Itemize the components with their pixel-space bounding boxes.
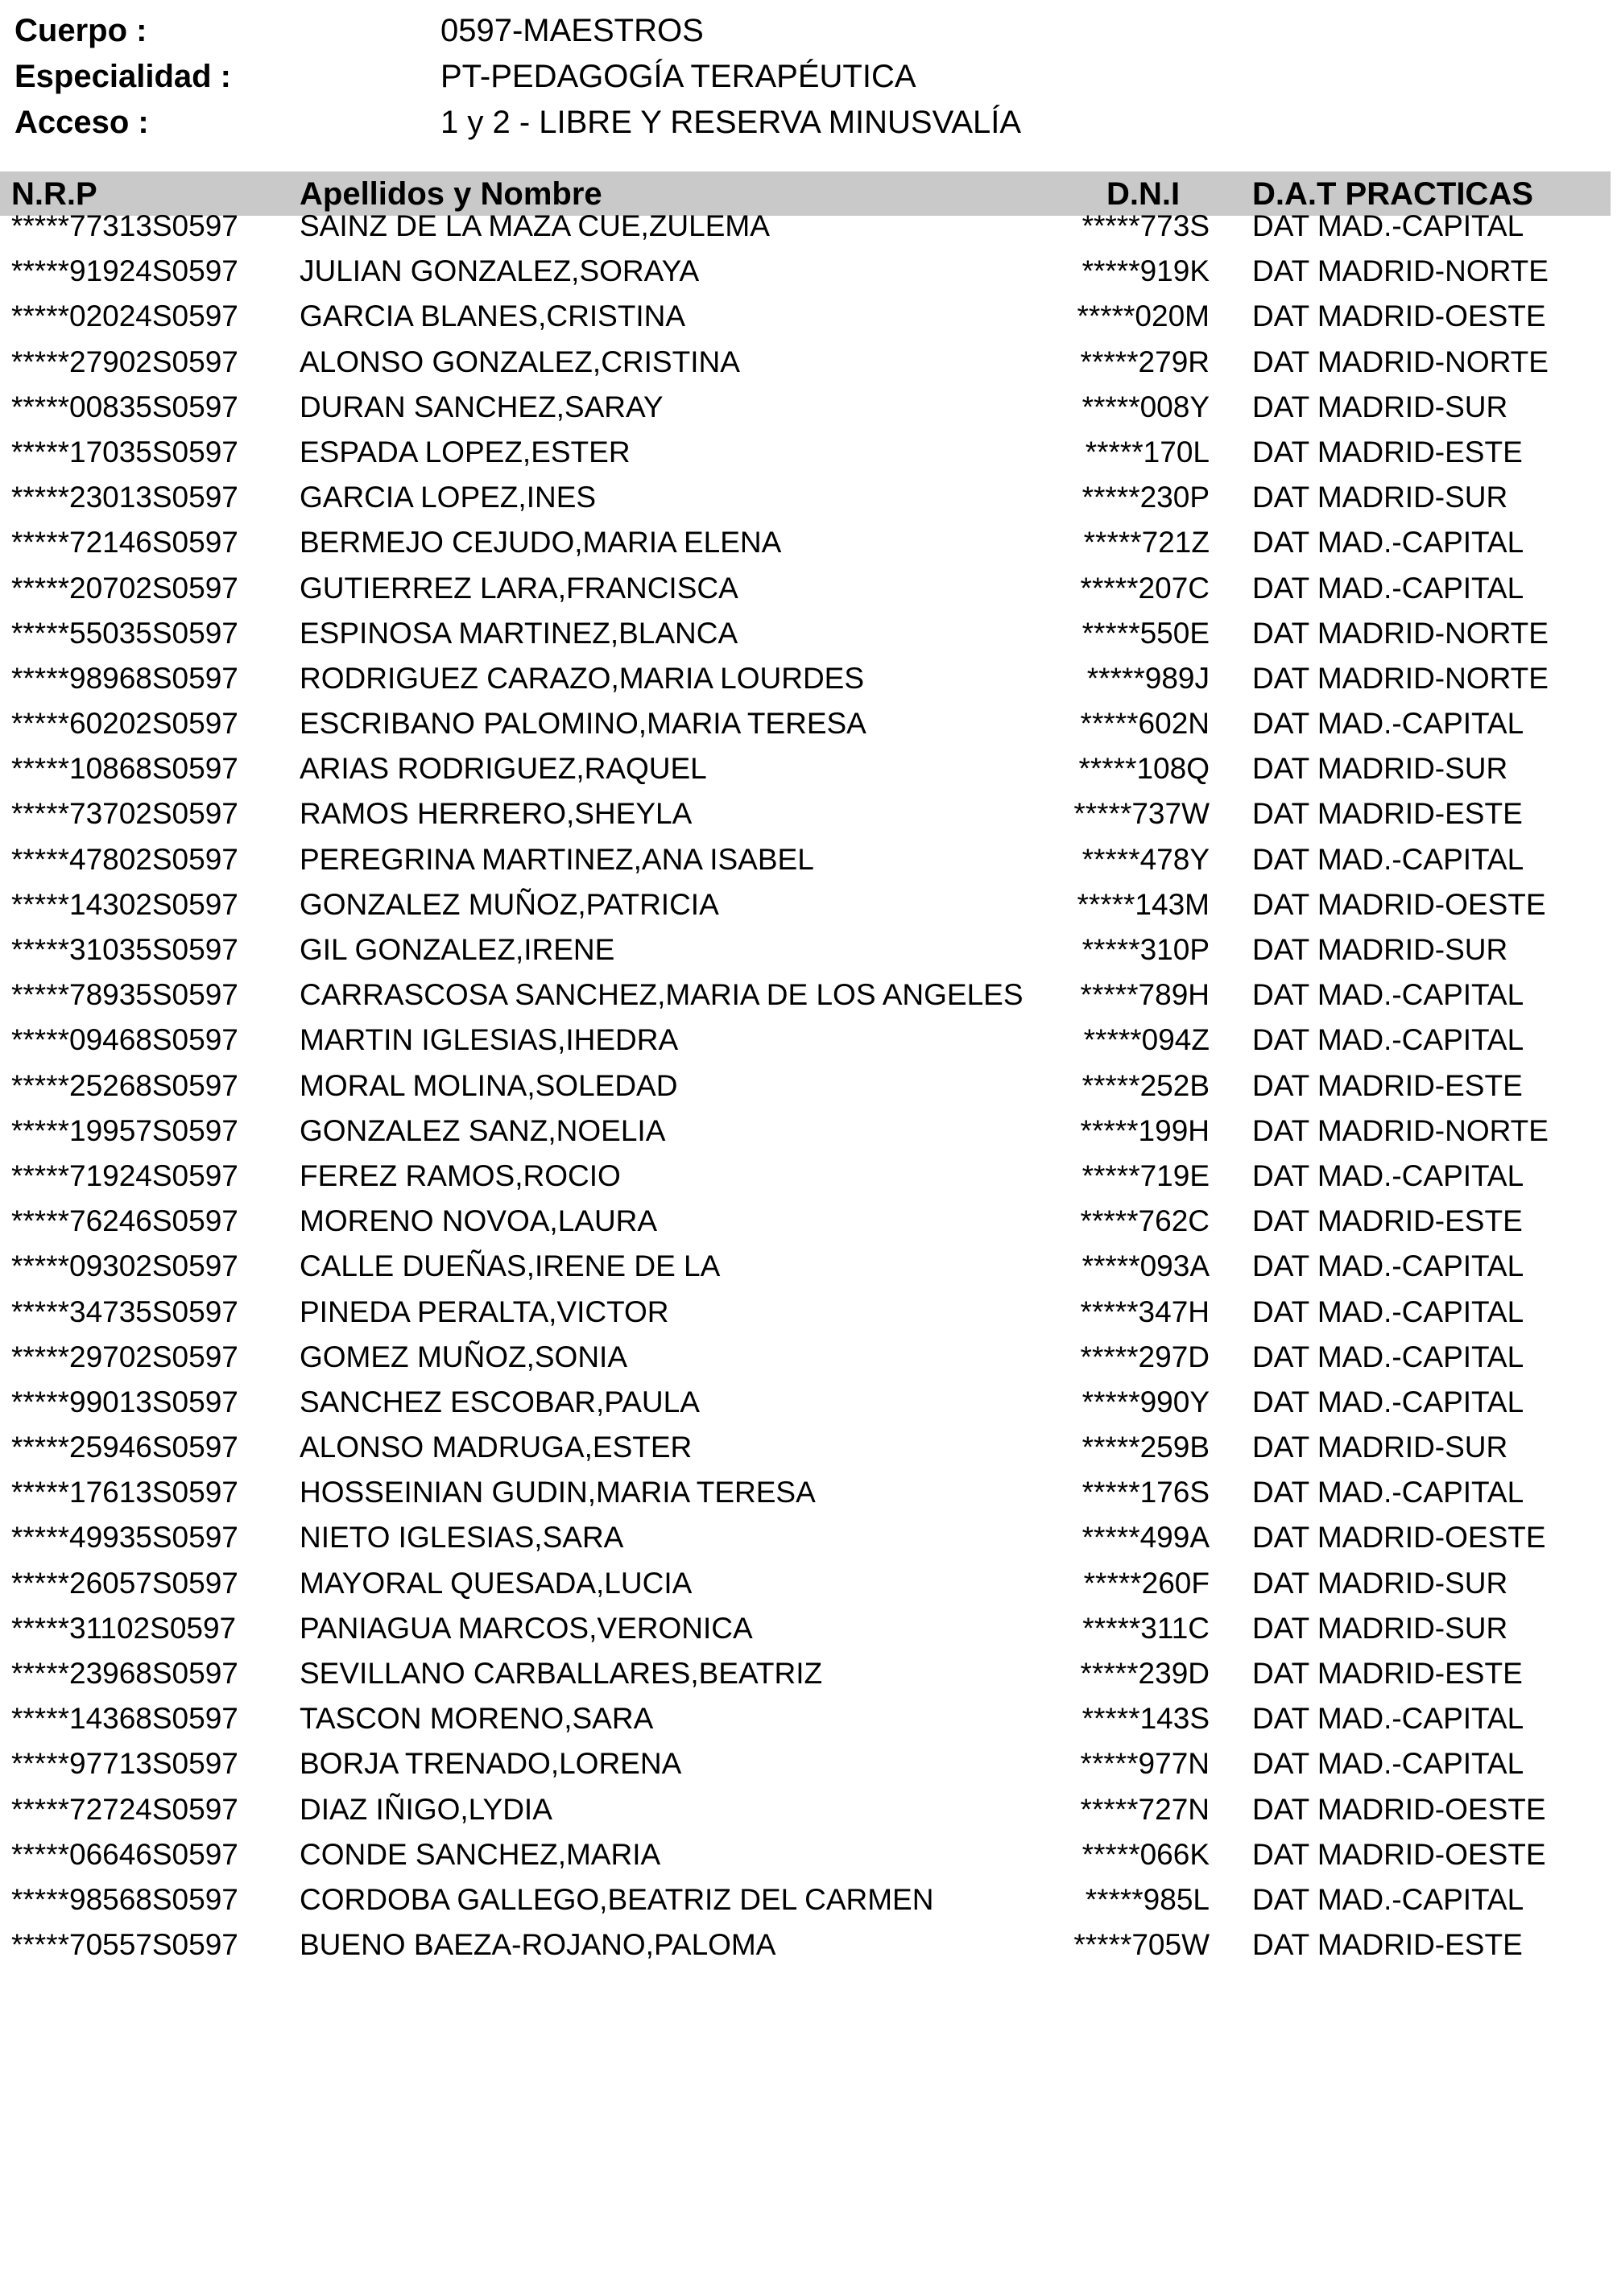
cell-dni: *****260F (1083, 1566, 1210, 1600)
cell-nrp: *****77313S0597 (11, 209, 238, 242)
cell-nrp: *****17613S0597 (11, 1476, 238, 1509)
cell-nrp: *****97713S0597 (11, 1747, 238, 1781)
column-header-name: Apellidos y Nombre (300, 176, 602, 212)
table-row (0, 746, 1617, 791)
cell-dat: DAT MAD.-CAPITAL (1252, 1340, 1524, 1373)
cell-dni: *****347H (1080, 1295, 1210, 1328)
cell-nrp: *****98968S0597 (11, 661, 238, 695)
cell-name: GARCIA BLANES,CRISTINA (300, 299, 686, 333)
cell-dat: DAT MADRID-ESTE (1252, 1657, 1523, 1690)
cell-name: MAYORAL QUESADA,LUCIA (300, 1566, 693, 1600)
cell-dat: DAT MADRID-SUR (1252, 933, 1508, 966)
cell-nrp: *****70557S0597 (11, 1928, 238, 1962)
cell-nrp: *****55035S0597 (11, 616, 238, 650)
cell-dat: DAT MADRID-SUR (1252, 752, 1508, 786)
table-row (0, 204, 1617, 249)
cell-dat: DAT MADRID-ESTE (1252, 1928, 1523, 1962)
cell-dni: *****789H (1080, 978, 1210, 1012)
cell-nrp: *****47802S0597 (11, 842, 238, 876)
cell-name: ESCRIBANO PALOMINO,MARIA TERESA (300, 707, 866, 741)
cell-nrp: *****26057S0597 (11, 1566, 238, 1600)
cell-dat: DAT MADRID-OESTE (1252, 299, 1546, 333)
cell-nrp: *****76246S0597 (11, 1204, 238, 1238)
cell-name: BUENO BAEZA-ROJANO,PALOMA (300, 1928, 776, 1962)
cuerpo-row (14, 8, 1545, 54)
cell-name: DIAZ IÑIGO,LYDIA (300, 1792, 552, 1826)
acceso-row (14, 100, 1545, 146)
cell-dni: *****762C (1080, 1204, 1210, 1238)
table-row (0, 837, 1617, 882)
cell-name: MARTIN IGLESIAS,IHEDRA (300, 1023, 679, 1057)
cell-nrp: *****98568S0597 (11, 1882, 238, 1916)
cell-dni: *****985L (1085, 1882, 1210, 1916)
cell-nrp: *****17035S0597 (11, 435, 238, 469)
cell-nrp: *****09302S0597 (11, 1249, 238, 1283)
cell-name: GONZALEZ SANZ,NOELIA (300, 1113, 666, 1147)
cell-dat: DAT MADRID-SUR (1252, 390, 1508, 423)
cell-nrp: *****78935S0597 (11, 978, 238, 1012)
table-row (0, 340, 1617, 385)
cell-name: PANIAGUA MARCOS,VERONICA (300, 1611, 753, 1645)
cell-nrp: *****14368S0597 (11, 1702, 238, 1736)
cell-name: PINEDA PERALTA,VICTOR (300, 1295, 669, 1328)
cell-dni: *****094Z (1083, 1023, 1210, 1057)
cell-nrp: *****34735S0597 (11, 1295, 238, 1328)
table-row (0, 1154, 1617, 1199)
cell-dni: *****989J (1086, 661, 1210, 695)
cell-dni: *****310P (1081, 933, 1210, 966)
cell-dni: *****977N (1080, 1747, 1210, 1781)
cell-name: SAINZ DE LA MAZA CUE,ZULEMA (300, 209, 770, 242)
cell-dni: *****170L (1085, 435, 1210, 469)
table-row (0, 1335, 1617, 1380)
cell-dat: DAT MAD.-CAPITAL (1252, 1747, 1524, 1781)
cell-name: MORAL MOLINA,SOLEDAD (300, 1068, 678, 1102)
especialidad-value: PT-PEDAGOGÍA TERAPÉUTICA (440, 59, 916, 94)
cell-dat: DAT MAD.-CAPITAL (1252, 1295, 1524, 1328)
cell-dat: DAT MADRID-NORTE (1252, 254, 1549, 288)
table-row (0, 249, 1617, 294)
table-row (0, 1515, 1617, 1560)
cell-nrp: *****73702S0597 (11, 797, 238, 831)
cell-dat: DAT MADRID-OESTE (1252, 887, 1546, 921)
cell-nrp: *****06646S0597 (11, 1837, 238, 1871)
table-row (0, 1290, 1617, 1335)
cell-dat: DAT MADRID-NORTE (1252, 345, 1549, 378)
table-row (0, 1561, 1617, 1606)
cell-name: CALLE DUEÑAS,IRENE DE LA (300, 1249, 721, 1283)
table-row (0, 430, 1617, 475)
table-row (0, 1651, 1617, 1696)
cell-dni: *****066K (1081, 1837, 1210, 1871)
cell-nrp: *****49935S0597 (11, 1521, 238, 1555)
cell-dat: DAT MADRID-SUR (1252, 1566, 1508, 1600)
cell-dat: DAT MAD.-CAPITAL (1252, 1882, 1524, 1916)
cell-nrp: *****72724S0597 (11, 1792, 238, 1826)
cell-dni: *****721Z (1083, 526, 1210, 560)
cell-nrp: *****25946S0597 (11, 1431, 238, 1464)
cell-dni: *****207C (1080, 571, 1210, 605)
table-row (0, 972, 1617, 1018)
cell-dni: *****727N (1080, 1792, 1210, 1826)
cell-nrp: *****02024S0597 (11, 299, 238, 333)
table-row (0, 611, 1617, 656)
table-row (0, 1063, 1617, 1109)
cell-dni: *****279R (1080, 345, 1210, 378)
cell-dat: DAT MADRID-OESTE (1252, 1521, 1546, 1555)
table-row (0, 1199, 1617, 1244)
cell-dat: DAT MADRID-NORTE (1252, 616, 1549, 650)
cell-nrp: *****31102S0597 (11, 1611, 237, 1645)
cell-dat: DAT MAD.-CAPITAL (1252, 1702, 1524, 1736)
cell-dni: *****239D (1080, 1657, 1210, 1690)
cell-dni: *****259B (1081, 1431, 1210, 1464)
table-row (0, 1787, 1617, 1832)
cell-nrp: *****99013S0597 (11, 1385, 238, 1418)
cell-dni: *****093A (1081, 1249, 1210, 1283)
cell-name: BERMEJO CEJUDO,MARIA ELENA (300, 526, 782, 560)
cell-dat: DAT MADRID-NORTE (1252, 661, 1549, 695)
cell-dni: *****719E (1081, 1158, 1210, 1192)
cell-name: GOMEZ MUÑOZ,SONIA (300, 1340, 627, 1373)
especialidad-label: Especialidad : (14, 59, 231, 94)
especialidad-row (14, 54, 1545, 100)
cell-dni: *****176S (1081, 1476, 1210, 1509)
candidates-table (0, 171, 1617, 1968)
table-row (0, 701, 1617, 746)
cell-name: GARCIA LOPEZ,INES (300, 481, 597, 514)
cell-dni: *****737W (1073, 797, 1210, 831)
cell-name: ESPADA LOPEZ,ESTER (300, 435, 631, 469)
cell-dni: *****705W (1073, 1928, 1210, 1962)
cell-dat: DAT MAD.-CAPITAL (1252, 1023, 1524, 1057)
cell-name: GUTIERREZ LARA,FRANCISCA (300, 571, 738, 605)
column-header-nrp: N.R.P (11, 176, 97, 212)
cell-name: GONZALEZ MUÑOZ,PATRICIA (300, 887, 719, 921)
table-row (0, 1018, 1617, 1063)
cell-nrp: *****72146S0597 (11, 526, 238, 560)
cell-name: GIL GONZALEZ,IRENE (300, 933, 615, 966)
cell-nrp: *****71924S0597 (11, 1158, 238, 1192)
cell-dat: DAT MAD.-CAPITAL (1252, 707, 1524, 741)
cell-dat: DAT MADRID-SUR (1252, 481, 1508, 514)
cell-dni: *****143S (1081, 1702, 1210, 1736)
cell-dni: *****020M (1077, 299, 1210, 333)
cell-nrp: *****25268S0597 (11, 1068, 238, 1102)
table-row (0, 1832, 1617, 1877)
cell-dat: DAT MADRID-ESTE (1252, 435, 1523, 469)
table-row (0, 1244, 1617, 1289)
cell-dat: DAT MAD.-CAPITAL (1252, 1158, 1524, 1192)
cell-dni: *****297D (1080, 1340, 1210, 1373)
cell-dat: DAT MADRID-NORTE (1252, 1113, 1549, 1147)
cell-name: ARIAS RODRIGUEZ,RAQUEL (300, 752, 707, 786)
cell-nrp: *****09468S0597 (11, 1023, 238, 1057)
cell-dni: *****252B (1081, 1068, 1210, 1102)
cell-dat: DAT MAD.-CAPITAL (1252, 842, 1524, 876)
cell-name: SEVILLANO CARBALLARES,BEATRIZ (300, 1657, 823, 1690)
table-row (0, 294, 1617, 339)
cell-name: CONDE SANCHEZ,MARIA (300, 1837, 661, 1871)
cell-name: PEREGRINA MARTINEZ,ANA ISABEL (300, 842, 814, 876)
cell-dat: DAT MADRID-OESTE (1252, 1792, 1546, 1826)
cell-dni: *****478Y (1081, 842, 1210, 876)
cell-nrp: *****23013S0597 (11, 481, 238, 514)
cell-nrp: *****00835S0597 (11, 390, 238, 423)
cell-name: ALONSO GONZALEZ,CRISTINA (300, 345, 740, 378)
acceso-label: Acceso : (14, 105, 149, 140)
cell-dni: *****773S (1081, 209, 1210, 242)
cell-name: RAMOS HERRERO,SHEYLA (300, 797, 693, 831)
table-row (0, 566, 1617, 611)
table-row (0, 1109, 1617, 1154)
cell-nrp: *****23968S0597 (11, 1657, 238, 1690)
cell-dat: DAT MAD.-CAPITAL (1252, 1249, 1524, 1283)
cell-nrp: *****91924S0597 (11, 254, 238, 288)
cell-dni: *****550E (1081, 616, 1210, 650)
cell-dat: DAT MADRID-SUR (1252, 1611, 1508, 1645)
table-row (0, 656, 1617, 701)
cell-name: NIETO IGLESIAS,SARA (300, 1521, 624, 1555)
acceso-value: 1 y 2 - LIBRE Y RESERVA MINUSVALÍA (440, 105, 1022, 140)
cell-dat: DAT MAD.-CAPITAL (1252, 571, 1524, 605)
cell-dat: DAT MAD.-CAPITAL (1252, 1385, 1524, 1418)
cell-dat: DAT MAD.-CAPITAL (1252, 978, 1524, 1012)
cell-nrp: *****27902S0597 (11, 345, 238, 378)
cell-dat: DAT MADRID-OESTE (1252, 1837, 1546, 1871)
column-header-dat: D.A.T PRACTICAS (1252, 176, 1533, 212)
cell-name: MORENO NOVOA,LAURA (300, 1204, 658, 1238)
cuerpo-value: 0597-MAESTROS (440, 13, 704, 48)
cell-dni: *****311C (1082, 1611, 1210, 1645)
cell-name: FEREZ RAMOS,ROCIO (300, 1158, 621, 1192)
cell-name: ESPINOSA MARTINEZ,BLANCA (300, 616, 738, 650)
table-row (0, 475, 1617, 520)
cell-dat: DAT MADRID-ESTE (1252, 1068, 1523, 1102)
cell-dni: *****108Q (1078, 752, 1210, 786)
cuerpo-label: Cuerpo : (14, 13, 147, 48)
cell-nrp: *****29702S0597 (11, 1340, 238, 1373)
table-row (0, 882, 1617, 927)
cell-nrp: *****14302S0597 (11, 887, 238, 921)
cell-dat: DAT MADRID-SUR (1252, 1431, 1508, 1464)
cell-name: ALONSO MADRUGA,ESTER (300, 1431, 693, 1464)
cell-dni: *****602N (1080, 707, 1210, 741)
cell-name: JULIAN GONZALEZ,SORAYA (300, 254, 700, 288)
cell-dni: *****990Y (1081, 1385, 1210, 1418)
document-header (14, 8, 1545, 146)
cell-name: SANCHEZ ESCOBAR,PAULA (300, 1385, 700, 1418)
table-row (0, 1425, 1617, 1470)
cell-name: CARRASCOSA SANCHEZ,MARIA DE LOS ANGELES (300, 978, 1024, 1012)
cell-nrp: *****60202S0597 (11, 707, 238, 741)
cell-dni: *****008Y (1081, 390, 1210, 423)
table-row (0, 1922, 1617, 1968)
cell-name: RODRIGUEZ CARAZO,MARIA LOURDES (300, 661, 865, 695)
column-header-dni: D.N.I (1106, 176, 1181, 212)
table-row (0, 791, 1617, 836)
cell-dni: *****230P (1081, 481, 1210, 514)
cell-nrp: *****19957S0597 (11, 1113, 238, 1147)
cell-dni: *****199H (1080, 1113, 1210, 1147)
table-row (0, 1696, 1617, 1741)
cell-dni: *****143M (1077, 887, 1210, 921)
cell-dni: *****919K (1081, 254, 1210, 288)
cell-dat: DAT MADRID-ESTE (1252, 797, 1523, 831)
table-row (0, 1741, 1617, 1786)
cell-dni: *****499A (1081, 1521, 1210, 1555)
cell-nrp: *****31035S0597 (11, 933, 238, 966)
table-row (0, 927, 1617, 972)
cell-dat: DAT MAD.-CAPITAL (1252, 1476, 1524, 1509)
table-row (0, 1380, 1617, 1425)
cell-name: DURAN SANCHEZ,SARAY (300, 390, 664, 423)
table-row (0, 520, 1617, 565)
cell-dat: DAT MAD.-CAPITAL (1252, 526, 1524, 560)
cell-name: HOSSEINIAN GUDIN,MARIA TERESA (300, 1476, 816, 1509)
table-row (0, 1606, 1617, 1651)
cell-nrp: *****20702S0597 (11, 571, 238, 605)
table-row (0, 1470, 1617, 1515)
cell-nrp: *****10868S0597 (11, 752, 238, 786)
cell-dat: DAT MADRID-ESTE (1252, 1204, 1523, 1238)
cell-dat: DAT MAD.-CAPITAL (1252, 209, 1524, 242)
table-row (0, 1877, 1617, 1922)
table-row (0, 385, 1617, 430)
cell-name: BORJA TRENADO,LORENA (300, 1747, 682, 1781)
table-body (0, 204, 1617, 1968)
cell-name: CORDOBA GALLEGO,BEATRIZ DEL CARMEN (300, 1882, 934, 1916)
cell-name: TASCON MORENO,SARA (300, 1702, 654, 1736)
